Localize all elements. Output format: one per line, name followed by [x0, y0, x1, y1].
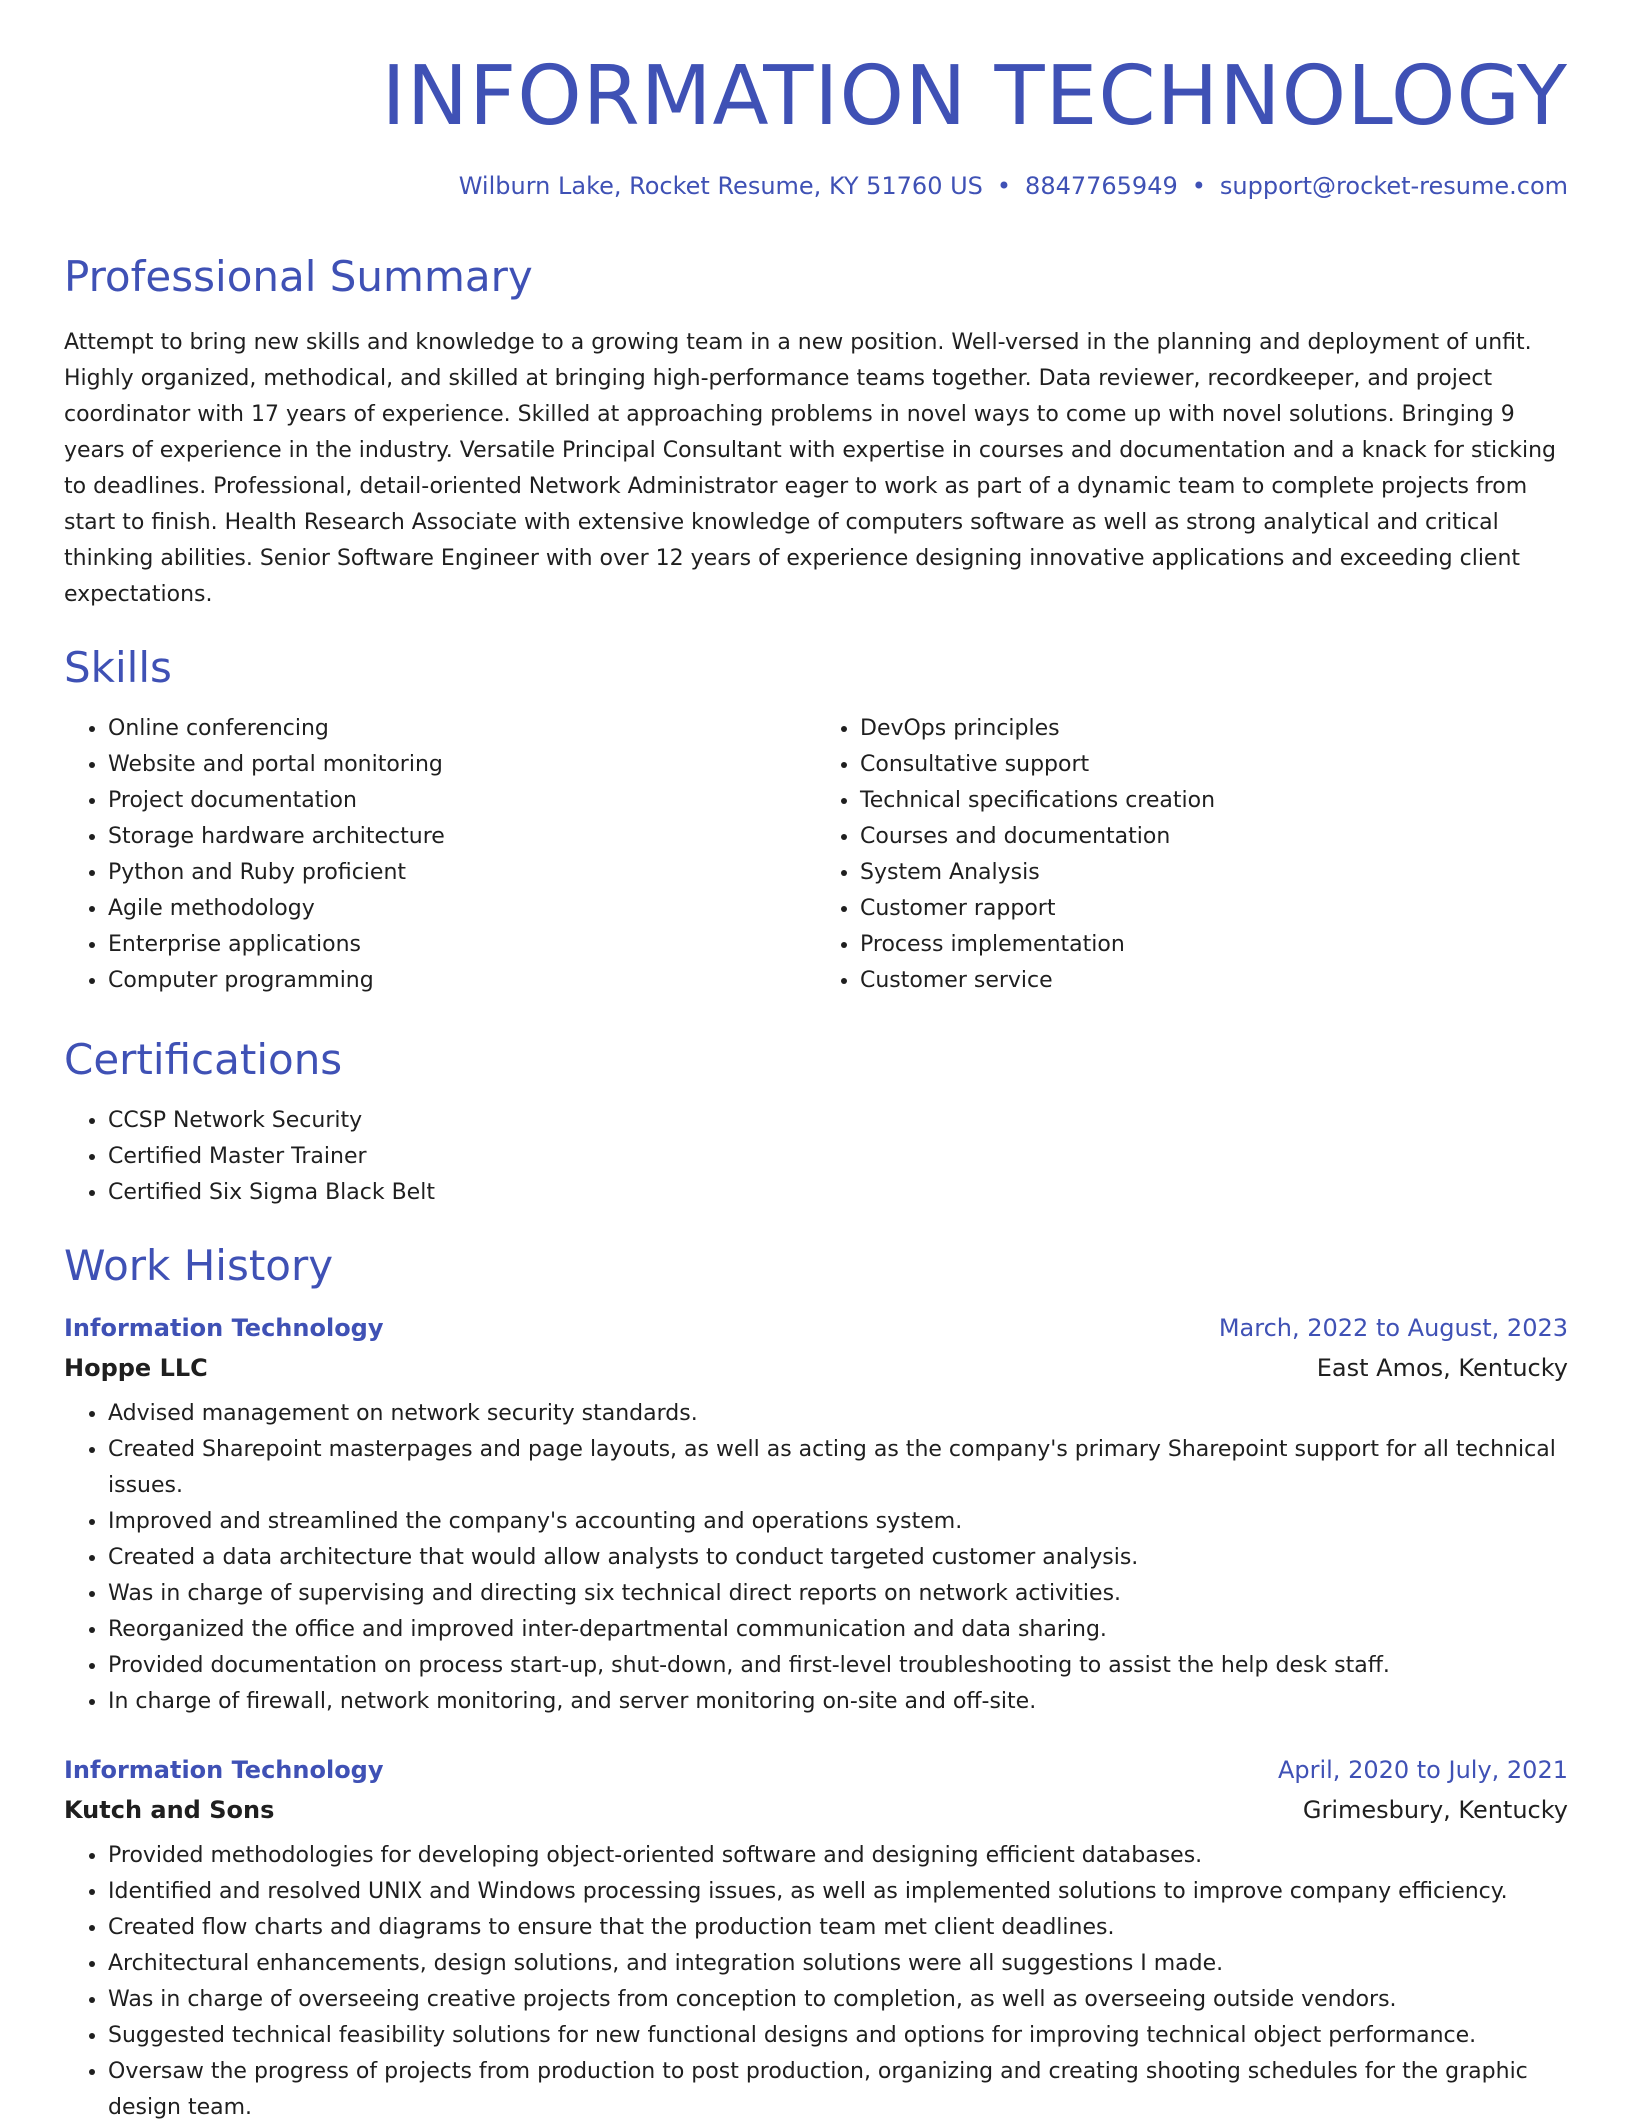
work-history-heading: Work History — [64, 1241, 334, 1291]
certification-item: • Certified Master Trainer — [108, 1139, 1568, 1175]
job-entry — [64, 1314, 1568, 1720]
contact-phone: 8847765949 — [1025, 172, 1178, 201]
job-bullet: • Was in charge of overseeing creative projects from conception to completion, as well as overseeing outside vendors. — [108, 1982, 1568, 2018]
contact-line — [64, 172, 1568, 200]
job-title: Information Technology — [64, 1313, 384, 1342]
summary-text: Attempt to bring new skills and knowledge to a growing team in a new position. Well-versed in the planning and deployment of unfit. Highly organized, methodical, and skilled at bringing high-performance teams together. Data reviewer, recordkeeper, and project coordinator with 17 years of experience. Skilled at approaching problems in novel ways to come up with novel solutions. Bringing 9 years of experience in the industry. Versatile Principal Consultant with expertise in courses and documentation and a knack for sticking to deadlines. Professional, detail-oriented Network Administrator eager to work as part of a dynamic team to complete projects from start to finish. Health Research Associate with extensive knowledge of computers software as well as strong analytical and critical thinking abilities. Senior Software Engineer with over 12 years of experience designing innovative applications and exceeding client expectations. — [64, 329, 1557, 607]
job-company-row — [64, 1784, 1568, 1824]
resume-name: INFORMATION TECHNOLOGY — [381, 49, 1568, 144]
job-bullet: • Architectural enhancements, design solutions, and integration solutions were all suggestions I made. — [108, 1946, 1568, 1982]
contact-separator: • — [1191, 172, 1206, 201]
contact-address: Wilburn Lake, Rocket Resume, KY 51760 US — [458, 172, 983, 201]
skill-item: • Project documentation — [108, 783, 816, 819]
job-title: Information Technology — [64, 1755, 384, 1784]
job-bullet: • Identified and resolved UNIX and Windows processing issues, as well as implemented solutions to improve company efficiency. — [108, 1874, 1568, 1910]
skill-item: • Computer programming — [108, 963, 816, 999]
job-bullet: • Created a data architecture that would allow analysts to conduct targeted customer analysis. — [108, 1540, 1568, 1576]
skill-item: • Consultative support — [860, 747, 1568, 783]
skill-item: • Agile methodology — [108, 891, 816, 927]
resume-header — [64, 0, 1568, 200]
skill-item: • Courses and documentation — [860, 819, 1568, 855]
skill-item: • System Analysis — [860, 855, 1568, 891]
job-title-row — [64, 1314, 1568, 1342]
skill-item: • Customer rapport — [860, 891, 1568, 927]
job-company: Kutch and Sons — [64, 1795, 275, 1824]
job-bullets — [64, 1838, 1568, 2126]
certification-item: • CCSP Network Security — [108, 1103, 1568, 1139]
job-bullet: • In charge of firewall, network monitoring, and server monitoring on-site and off-site. — [108, 1684, 1568, 1720]
certifications-heading: Certifications — [64, 1034, 343, 1084]
job-bullet: • Was in charge of supervising and directing six technical direct reports on network activities. — [108, 1576, 1568, 1612]
contact-email[interactable]: support@rocket-resume.com — [1219, 172, 1568, 201]
skill-item: • Python and Ruby proficient — [108, 855, 816, 891]
contact-separator: • — [996, 172, 1012, 201]
certifications-list — [64, 1103, 1568, 1211]
job-bullet: • Provided documentation on process start-up, shut-down, and first-level troubleshooting to assist the help desk staff. — [108, 1648, 1568, 1684]
skill-item: • Process implementation — [860, 927, 1568, 963]
job-company-row — [64, 1342, 1568, 1382]
job-bullet: • Improved and streamlined the company's accounting and operations system. — [108, 1504, 1568, 1540]
summary-heading: Professional Summary — [64, 252, 533, 302]
skill-item: • Online conferencing — [108, 711, 816, 747]
job-bullet: • Created flow charts and diagrams to ensure that the production team met client deadlines. — [108, 1910, 1568, 1946]
skill-item: • Storage hardware architecture — [108, 819, 816, 855]
job-location: Grimesbury, Kentucky — [1302, 1795, 1568, 1824]
job-dates: April, 2020 to July, 2021 — [1277, 1755, 1568, 1784]
job-bullet: • Created Sharepoint masterpages and page layouts, as well as acting as the company's primary Sharepoint support for all technical issues. — [108, 1432, 1568, 1504]
skill-item: • DevOps principles — [860, 711, 1568, 747]
job-entry — [64, 1756, 1568, 2126]
skills-list-left — [64, 711, 816, 999]
job-title-row — [64, 1756, 1568, 1784]
job-bullet: • Advised management on network security standards. — [108, 1396, 1568, 1432]
skills-grid — [64, 711, 1568, 999]
certification-item: • Certified Six Sigma Black Belt — [108, 1175, 1568, 1211]
skill-item: • Customer service — [860, 963, 1568, 999]
skill-item: • Enterprise applications — [108, 927, 816, 963]
job-bullet: • Oversaw the progress of projects from production to post production, organizing and creating shooting schedules for the graphic design team. — [108, 2054, 1568, 2126]
job-bullet: • Reorganized the office and improved inter-departmental communication and data sharing. — [108, 1612, 1568, 1648]
job-bullets — [64, 1396, 1568, 1720]
skills-heading: Skills — [64, 642, 172, 692]
job-company: Hoppe LLC — [64, 1353, 208, 1382]
skill-item: • Technical specifications creation — [860, 783, 1568, 819]
skills-list-right — [816, 711, 1568, 999]
job-dates: March, 2022 to August, 2023 — [1218, 1313, 1568, 1342]
job-bullet: • Suggested technical feasibility solutions for new functional designs and options for improving technical object performance. — [108, 2018, 1568, 2054]
skill-item: • Website and portal monitoring — [108, 747, 816, 783]
job-bullet: • Provided methodologies for developing object-oriented software and designing efficient databases. — [108, 1838, 1568, 1874]
job-location: East Amos, Kentucky — [1316, 1353, 1568, 1382]
